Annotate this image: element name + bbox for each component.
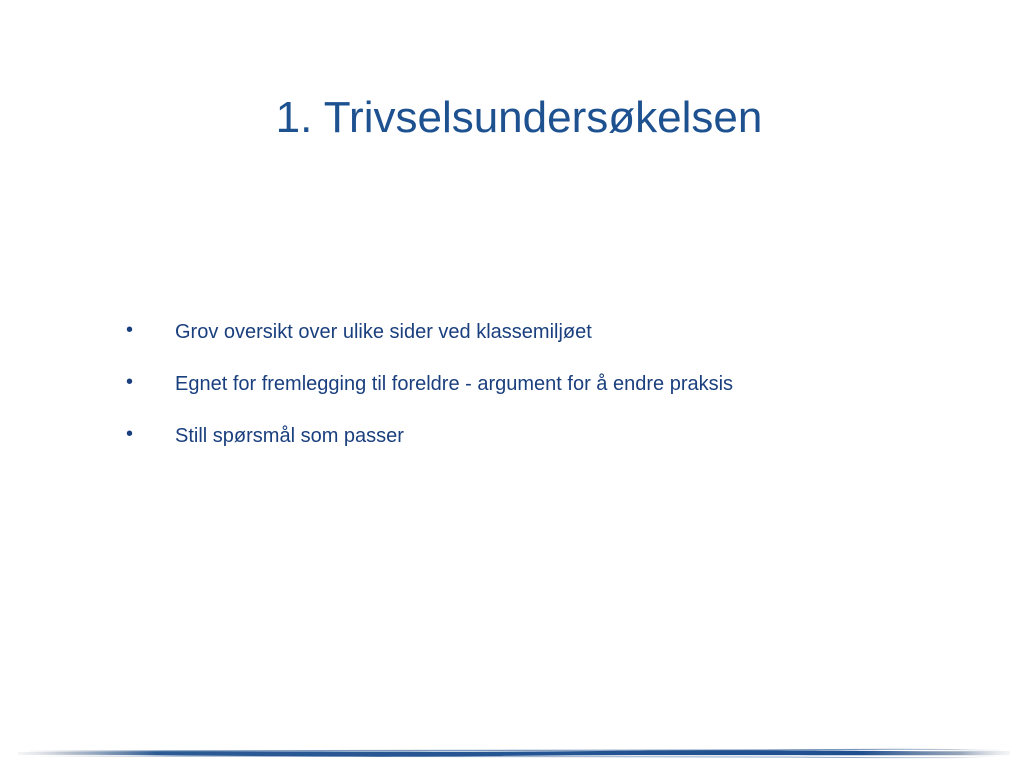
- brush-stroke-divider: [0, 740, 1024, 764]
- brush-stroke-texture: [40, 756, 995, 758]
- bullet-text: Grov oversikt over ulike sider ved klassemiljøet: [175, 321, 592, 343]
- bullet-text: Egnet for fremlegging til foreldre - argument for å endre praksis: [175, 373, 734, 395]
- bullet-icon: •: [126, 371, 134, 393]
- bullet-text: Still spørsmål som passer: [175, 425, 404, 447]
- slide-title: 1. Trivselsundersøkelsen: [275, 93, 763, 142]
- bullet-icon: •: [126, 423, 134, 445]
- bullet-icon: •: [126, 319, 134, 341]
